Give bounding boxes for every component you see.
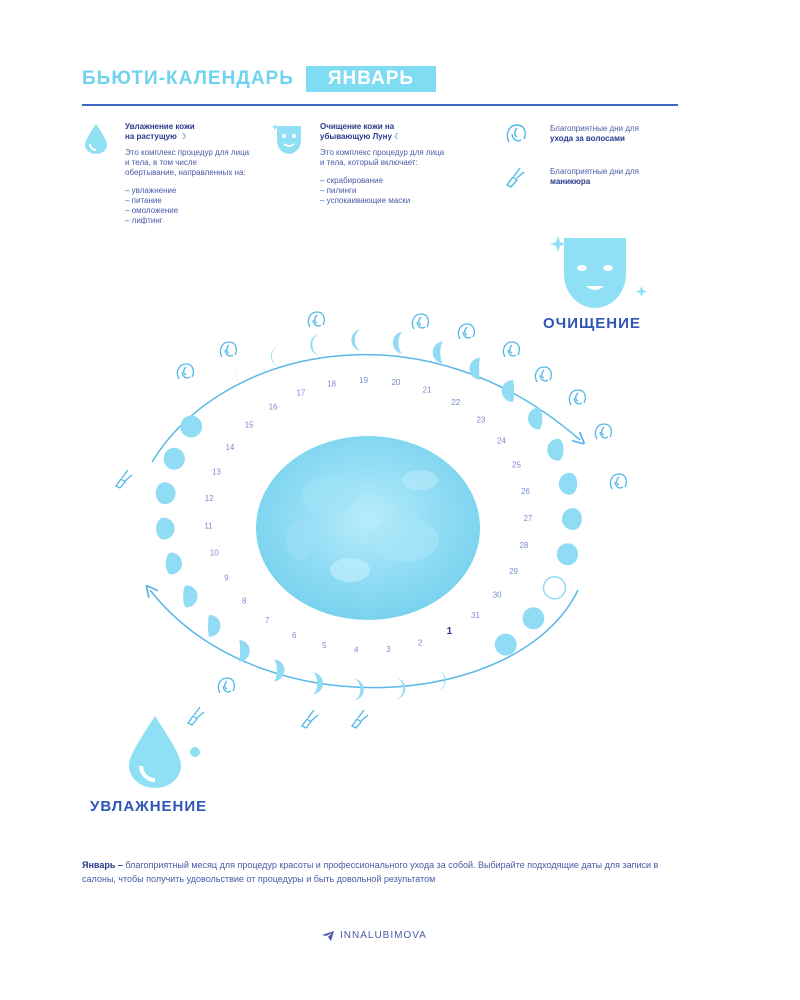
water-drop-icon — [82, 122, 110, 154]
footer-text: благоприятный месяц для процедур красоты и профессионального ухода за собой. Выбирайте подходящие даты для записи в салоны, чтобы получить удовольствие от процедуры и быть довольной результатом — [82, 860, 659, 884]
hair-care-icon — [503, 342, 519, 357]
moon-phase-day-19 — [351, 329, 368, 385]
day-number: 8 — [241, 596, 247, 606]
moon-phase-day-10 — [166, 548, 220, 574]
moon-phase-mark — [559, 473, 578, 495]
day-number: 9 — [224, 573, 229, 583]
label-cleansing: ОЧИЩЕНИЕ — [543, 315, 641, 332]
legend-moisturizing-subtitle: на растущую ☽ — [125, 132, 187, 141]
moon-phase-mark — [394, 678, 405, 700]
moon-phase-mark — [273, 659, 284, 681]
legend-cleansing-body: Это комплекс процедур для лица и тела, который включает: — [320, 148, 445, 167]
moon-phase-day-15 — [205, 387, 254, 430]
full-moon — [256, 436, 480, 620]
moon-phase-mark — [502, 380, 514, 402]
divider — [82, 104, 678, 106]
moon-phase-mark — [472, 655, 483, 677]
moon-phase-day-3 — [386, 645, 405, 700]
list-item: – скрабирование — [320, 176, 445, 186]
day-number: 30 — [492, 590, 502, 600]
legend-hair — [550, 124, 670, 144]
legend-moisturizing — [125, 122, 250, 226]
moon-phase-day-14 — [180, 416, 235, 452]
moon-phase-day-20 — [391, 332, 403, 387]
list-item: – успокаивающие маски — [320, 196, 445, 206]
hair-care-icon — [412, 314, 428, 329]
moon-phase-mark — [180, 416, 202, 438]
manicure-icon — [188, 707, 204, 725]
day-number: 24 — [496, 436, 506, 446]
list-item: – увлажнение — [125, 186, 250, 196]
day-number: 6 — [291, 630, 297, 640]
moon-phase-day-6 — [273, 631, 297, 681]
moon-phase-mark — [312, 672, 323, 694]
list-item: – питание — [125, 196, 250, 206]
moon-phase-day-28 — [519, 541, 578, 565]
manicure-icon — [302, 710, 318, 728]
moon-phase-day-21 — [423, 341, 444, 394]
header — [82, 66, 436, 92]
moon-phase-mark — [351, 329, 362, 351]
footer-bold: Январь – — [82, 860, 123, 870]
brand — [322, 930, 427, 941]
moon-phase-day-13 — [164, 448, 222, 477]
moon-phase-day-4 — [353, 646, 364, 701]
day-number: 21 — [422, 385, 432, 395]
day-number: 11 — [204, 521, 213, 531]
moon-phase-day-18 — [310, 334, 336, 389]
day-number: 5 — [322, 640, 327, 650]
moon-phase-mark — [156, 482, 176, 504]
moon-phase-day-8 — [208, 597, 247, 637]
moon-phase-mark — [547, 439, 563, 461]
moon-phase-mark — [310, 334, 321, 356]
legend-nails-text: Благоприятные дни для — [550, 167, 639, 176]
month-badge: ЯНВАРЬ — [306, 66, 436, 92]
moon-phase-day-29 — [509, 567, 565, 599]
hair-care-icon — [569, 390, 585, 405]
hair-care-icon — [220, 342, 236, 357]
list-item: – пилинги — [320, 186, 445, 196]
page-title: БЬЮТИ-КАЛЕНДАРЬ — [82, 68, 294, 89]
hair-care-icon — [595, 424, 611, 439]
moon-phase-mark — [208, 615, 220, 637]
telegram-icon — [322, 931, 334, 941]
moon-phase-mark — [393, 332, 404, 354]
moon-phase-day-7 — [239, 616, 270, 662]
moon-phase-day-23 — [476, 380, 514, 424]
moon-phase-day-5 — [312, 641, 327, 694]
hair-care-icon — [218, 678, 234, 693]
hair-care-icon — [458, 324, 474, 339]
day-number: 28 — [519, 541, 529, 551]
moon-phase-mark — [528, 407, 542, 429]
moon-phase-mark — [164, 448, 185, 470]
day-number: 16 — [268, 402, 278, 412]
moon-phase-day-1 — [447, 626, 484, 676]
day-number: 12 — [204, 494, 214, 504]
new-moon-mark — [543, 577, 565, 599]
list-item: – лифтинг — [125, 216, 250, 226]
day-number: 7 — [264, 615, 270, 625]
manicure-icon — [352, 710, 368, 728]
moon-phase-mark — [156, 518, 175, 540]
hair-care-icon — [503, 122, 529, 148]
legend-moisturizing-body: Это комплекс процедур для лица и тела, в том числе обертывание, направленных на: — [125, 148, 250, 177]
moon-phase-mark — [433, 341, 444, 363]
moon-phase-day-17 — [271, 345, 306, 397]
hair-care-icon — [610, 474, 626, 489]
moon-phase-mark — [522, 607, 544, 629]
hair-care-icon — [308, 312, 324, 327]
day-number: 29 — [509, 567, 518, 577]
lunar-calendar — [0, 290, 800, 760]
moon-phase-day-22 — [451, 358, 480, 407]
day-number: 23 — [476, 415, 486, 425]
face-mask-icon — [272, 122, 306, 156]
manicure-icon — [503, 165, 527, 189]
day-number: 2 — [417, 638, 423, 648]
moon-phase-mark — [353, 679, 364, 701]
legend-cleansing-title: Очищение кожи на — [320, 122, 395, 131]
moon-phase-day-30 — [493, 591, 545, 630]
day-number: 15 — [244, 420, 254, 430]
footer-description — [82, 858, 662, 886]
moon-phase-day-12 — [156, 482, 215, 504]
day-number: 13 — [212, 467, 221, 477]
day-number: 27 — [523, 514, 533, 524]
day-number: 17 — [296, 388, 306, 398]
day-number: 14 — [225, 442, 235, 452]
day-number: 31 — [471, 610, 480, 620]
brand-name: INNALUBIMOVA — [340, 930, 427, 941]
moon-phase-day-27 — [524, 508, 582, 530]
moon-phase-mark — [495, 634, 517, 656]
list-item: – омоложение — [125, 206, 250, 216]
day-number: 3 — [386, 644, 391, 654]
day-number: 19 — [359, 376, 369, 386]
moon-phase-day-9 — [183, 574, 229, 608]
legend-moisturizing-title: Увлажнение кожи — [125, 122, 195, 131]
hair-care-icon — [177, 364, 193, 379]
moon-phase-mark — [271, 345, 282, 367]
legend-hair-bold: ухода за волосами — [550, 134, 625, 143]
day-number: 18 — [327, 379, 336, 389]
moon-phase-day-31 — [471, 611, 517, 656]
moon-phase-mark — [557, 543, 578, 565]
day-number: 1 — [446, 626, 453, 638]
legend-cleansing — [320, 122, 445, 206]
moon-phase-mark — [469, 358, 480, 380]
moon-phase-day-24 — [497, 407, 542, 445]
label-moisturizing: УВЛАЖНЕНИЕ — [90, 798, 208, 815]
legend-cleansing-subtitle: убывающую Луну ☾ — [320, 132, 402, 141]
legend-nails — [550, 167, 650, 187]
moon-phase-mark — [166, 552, 182, 574]
day-number: 26 — [520, 486, 530, 496]
day-number: 10 — [209, 548, 219, 558]
moon-phase-day-25 — [512, 439, 564, 470]
day-number: 25 — [512, 460, 521, 470]
moon-phase-day-26 — [521, 473, 577, 496]
legend-nails-bold: маникюра — [550, 177, 591, 186]
moon-phase-day-11 — [156, 518, 213, 540]
hair-care-icon — [535, 367, 551, 382]
day-number: 20 — [391, 378, 401, 388]
moon-phase-mark — [183, 585, 197, 607]
day-number: 22 — [451, 398, 461, 408]
moon-phase-mark — [562, 508, 582, 530]
manicure-icon — [116, 470, 132, 488]
day-number: 4 — [353, 645, 359, 655]
legend-hair-text: Благоприятные дни для — [550, 124, 639, 133]
moon-phase-mark — [239, 640, 250, 662]
